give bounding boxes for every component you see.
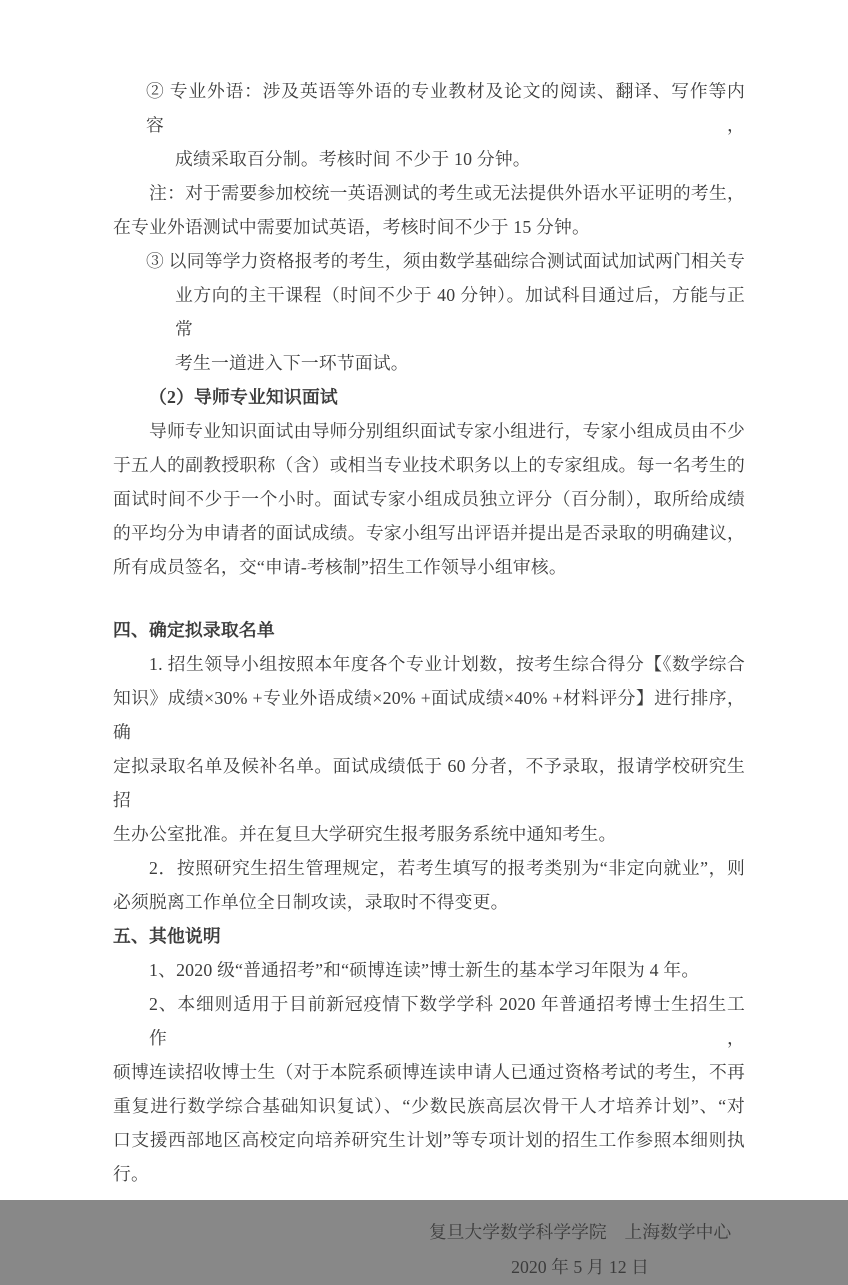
note-paragraph-line-1: 注：对于需要参加校统一英语测试的考生或无法提供外语水平证明的考生， bbox=[149, 183, 745, 203]
paragraph-enrollment-category-line-2: 必须脱离工作单位全日制攻读，录取时不得变更。 bbox=[113, 892, 509, 912]
paragraph-study-years: 1、2020 级“普通招考”和“硕博连读”博士新生的基本学习年限为 4 年。 bbox=[149, 960, 700, 980]
paragraph-applicability-line-5: 行。 bbox=[113, 1164, 149, 1184]
paragraph-tutor-interview-line-1: 导师专业知识面试由导师分别组织面试专家小组进行，专家小组成员由不少 bbox=[149, 421, 745, 441]
list-item-circled-3-line-1: ③ 以同等学力资格报考的考生，须由数学基础综合测试面试加试两门相关专 bbox=[146, 251, 745, 271]
list-item-circled-3-line-3: 考生一道进入下一环节面试。 bbox=[175, 353, 409, 373]
paragraph-admission-list-line-4: 生办公室批准。并在复旦大学研究生报考服务系统中通知考生。 bbox=[113, 824, 617, 844]
note-paragraph-line-2: 在专业外语测试中需要加试英语，考核时间不少于 15 分钟。 bbox=[113, 217, 591, 237]
paragraph-applicability-line-1: 2、本细则适用于目前新冠疫情下数学学科 2020 年普通招考博士生招生工作， bbox=[149, 994, 745, 1048]
signature-date: 2020 年 5 月 12 日 bbox=[511, 1257, 649, 1277]
paragraph-admission-list-line-2: 知识》成绩×30% +专业外语成绩×20% +面试成绩×40% +材料评分】进行排序，确 bbox=[113, 688, 745, 742]
signature-organization: 复旦大学数学科学学院 上海数学中心 bbox=[428, 1222, 732, 1242]
paragraph-applicability-line-4: 口支援西部地区高校定向培养研究生计划”等专项计划的招生工作参照本细则执 bbox=[113, 1130, 745, 1150]
paragraph-tutor-interview-line-3: 面试时间不少于一个小时。面试专家小组成员独立评分（百分制），取所给成绩 bbox=[113, 489, 745, 509]
paragraph-enrollment-category-line-1: 2．按照研究生招生管理规定，若考生填写的报考类别为“非定向就业”，则 bbox=[149, 858, 745, 878]
list-item-circled-2-line-2: 成绩采取百分制。考核时间 不少于 10 分钟。 bbox=[175, 149, 531, 169]
list-item-circled-3-line-2: 业方向的主干课程（时间不少于 40 分钟）。加试科目通过后，方能与正常 bbox=[175, 285, 745, 339]
subheading-tutor-interview: （2）导师专业知识面试 bbox=[149, 387, 338, 407]
paragraph-tutor-interview-line-4: 的平均分为申请者的面试成绩。专家小组写出评语并提出是否录取的明确建议， bbox=[113, 523, 745, 543]
list-item-circled-2-line-1: ② 专业外语：涉及英语等外语的专业教材及论文的阅读、翻译、写作等内容， bbox=[146, 81, 745, 135]
paragraph-applicability-line-3: 重复进行数学综合基础知识复试）、“少数民族高层次骨干人才培养计划”、“对 bbox=[113, 1096, 745, 1116]
paragraph-tutor-interview-line-2: 于五人的副教授职称（含）或相当专业技术职务以上的专家组成。每一名考生的 bbox=[113, 455, 745, 475]
paragraph-admission-list-line-1: 1. 招生领导小组按照本年度各个专业计划数，按考生综合得分【《数学综合 bbox=[149, 654, 745, 674]
section-heading-5-other-notes: 五、其他说明 bbox=[113, 926, 221, 946]
signature-block bbox=[415, 1215, 745, 1285]
paragraph-tutor-interview-line-5: 所有成员签名，交“申请-考核制”招生工作领导小组审核。 bbox=[113, 557, 567, 577]
section-heading-4-admission-list: 四、确定拟录取名单 bbox=[113, 620, 275, 640]
paragraph-admission-list-line-3: 定拟录取名单及候补名单。面试成绩低于 60 分者，不予录取，报请学校研究生招 bbox=[113, 756, 745, 810]
paragraph-applicability-line-2: 硕博连读招收博士生（对于本院系硕博连读申请人已通过资格考试的考生，不再 bbox=[113, 1062, 745, 1082]
